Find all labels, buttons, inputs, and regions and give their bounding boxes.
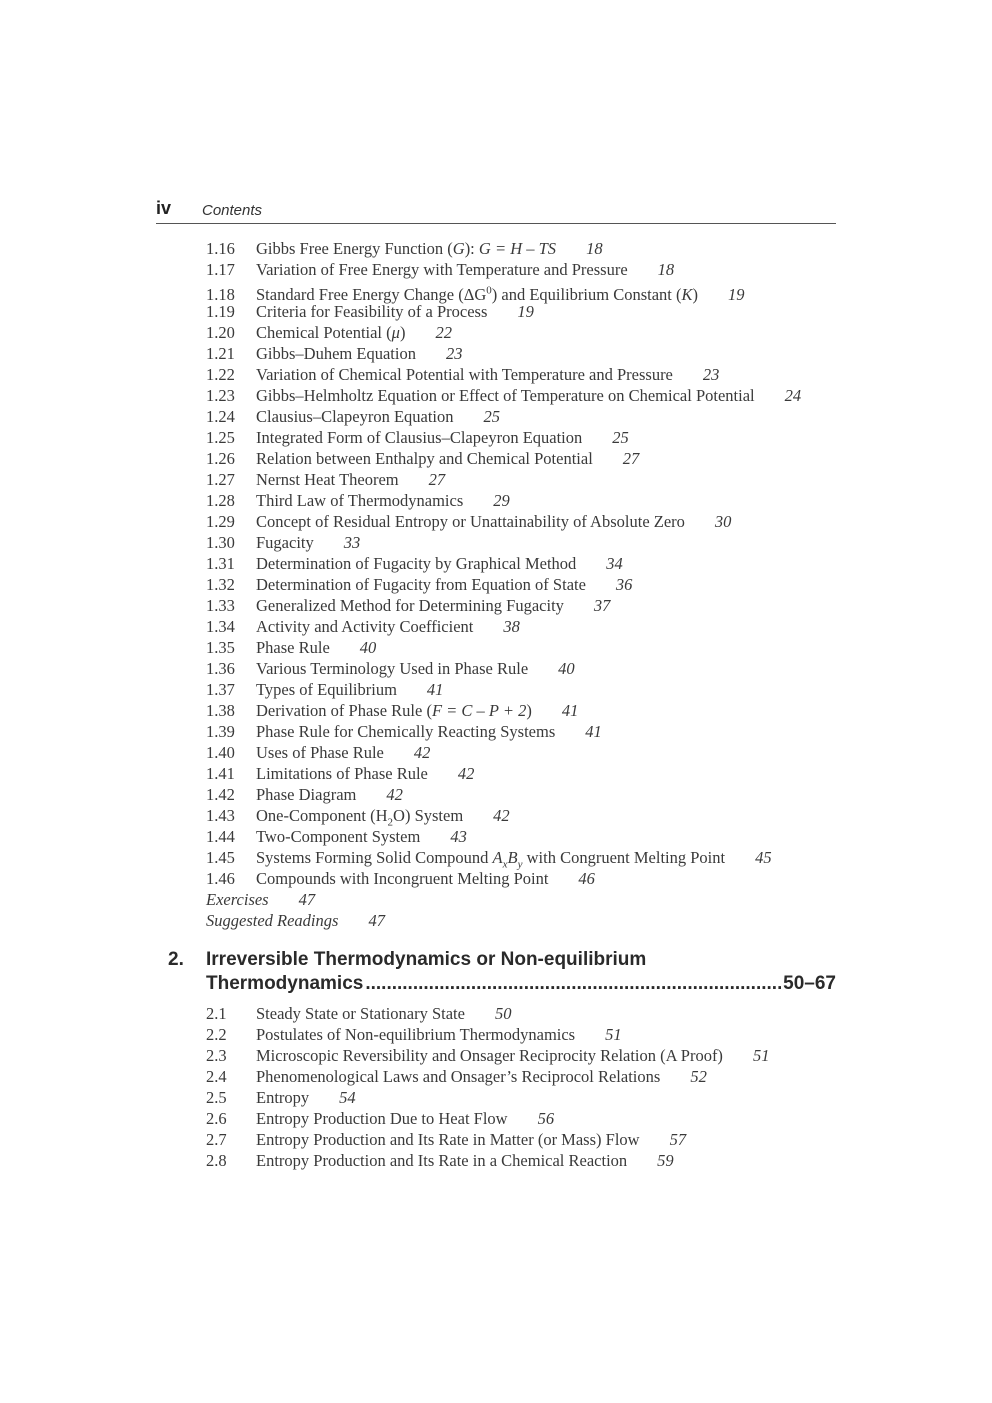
entry-page: 50 [494,1004,512,1023]
toc-entry-1-19[interactable] [206,301,801,322]
entry-title: Two-Component System [256,827,421,846]
entry-title: Generalized Method for Determining Fugacity [256,596,564,615]
chapter-number: 2. [168,949,184,970]
entry-title: Postulates of Non-equilibrium Thermodynamics [256,1025,576,1044]
toc-entry-1-42[interactable] [206,784,801,805]
entry-page: 27 [622,449,640,468]
toc-entry-1-25[interactable] [206,427,801,448]
entry-number: 1.42 [206,785,235,804]
running-head: Contents [202,202,263,219]
toc-entry-1-36[interactable] [206,658,801,679]
entry-page: 51 [605,1025,622,1044]
entry-title: Gibbs–Helmholtz Equation or Effect of Temperature on Chemical Potential [256,386,755,405]
entry-number: 1.43 [206,806,235,825]
entry-page: 23 [702,365,720,384]
page-number: iv [156,198,172,218]
entry-title: Relation between Enthalpy and Chemical Potential [256,449,593,468]
entry-title: One-Component $(H_2O)$ System [256,806,464,829]
section2-toc-list [206,1003,769,1171]
entry-title: Limitations of Phase Rule [256,764,428,783]
entry-title: Phase Rule for Chemically Reacting Systems [256,722,556,741]
toc-entry-2-8[interactable] [206,1150,769,1171]
toc-entry-1-29[interactable] [206,511,801,532]
entry-number: 1.41 [206,764,235,783]
entry-number: 2.2 [206,1025,227,1044]
entry-number: 1.34 [206,617,235,636]
entry-page: 24 [784,386,802,405]
entry-title: Standard Free Energy Change $(\Delta G^0)$ and Equilibrium Constant (K) [256,284,698,304]
entry-page: 18 [586,239,603,258]
entry-title: Compounds with Incongruent Melting Point [256,869,549,888]
toc-entry-1-32[interactable] [206,574,801,595]
entry-number: 1.29 [206,512,235,531]
toc-entry-1-31[interactable] [206,553,801,574]
entry-title: Uses of Phase Rule [256,743,384,762]
toc-entry-1-20[interactable] [206,322,801,343]
entry-title: Entropy Production and Its Rate in Matter (or Mass) Flow [256,1130,640,1149]
entry-page: 30 [714,512,732,531]
entry-page: 41 [426,680,444,699]
entry-number: 1.44 [206,827,235,846]
entry-page: 59 [657,1151,674,1170]
toc-entry-1-22[interactable] [206,364,801,385]
toc-entry-1-34[interactable] [206,616,801,637]
entry-number: 1.23 [206,386,235,405]
toc-entry-1-38[interactable] [206,700,801,721]
entry-page: 40 [359,638,377,657]
entry-page: 19 [517,302,534,321]
toc-entry-2-5[interactable] [206,1087,769,1108]
entry-title: Fugacity [256,533,314,552]
chapter-page-range: 50–67 [783,973,836,994]
toc-entry-1-16[interactable] [206,238,801,259]
entry-title: Suggested Readings [206,911,339,930]
entry-page: 57 [669,1130,687,1149]
entry-page: 25 [483,407,501,426]
chapter-title-line2-row [206,973,836,995]
entry-page: 54 [339,1088,356,1107]
entry-number: 1.16 [206,239,235,258]
entry-number: 1.21 [206,344,235,363]
entry-number: 1.36 [206,659,235,678]
entry-number: 1.46 [206,869,235,888]
entry-title: Phase Diagram [256,785,357,804]
entry-number: 1.24 [206,407,235,426]
entry-page: 41 [561,701,579,720]
entry-page: 56 [537,1109,555,1128]
toc-entry-1-17[interactable] [206,259,801,280]
entry-page: 43 [450,827,467,846]
entry-number: 1.26 [206,449,235,468]
entry-page: 51 [752,1046,770,1065]
entry-number: 1.28 [206,491,235,510]
entry-number: 2.4 [206,1067,227,1086]
entry-title: Entropy [256,1088,310,1107]
toc-entry-1-41[interactable] [206,763,801,784]
entry-page: 52 [690,1067,707,1086]
entry-number: 1.35 [206,638,235,657]
entry-page: 27 [428,470,446,489]
entry-page: 18 [657,260,675,279]
entry-number: 1.32 [206,575,235,594]
entry-page: 42 [457,764,475,783]
entry-title: Variation of Chemical Potential with Temperature and Pressure [256,365,673,384]
entry-title: Third Law of Thermodynamics [256,491,464,510]
entry-page: 41 [585,722,602,741]
entry-number: 2.3 [206,1046,227,1065]
entry-title: Entropy Production and Its Rate in a Chemical Reaction [256,1151,628,1170]
entry-page: 38 [503,617,520,636]
toc-entry-1-26[interactable] [206,448,801,469]
entry-title: Various Terminology Used in Phase Rule [256,659,529,678]
entry-title: Concept of Residual Entropy or Unattainability of Absolute Zero [256,512,685,531]
entry-title: Microscopic Reversibility and Onsager Reciprocity Relation (A Proof) [256,1046,723,1065]
entry-title: Gibbs–Duhem Equation [256,344,416,363]
toc-entry-2-4[interactable] [206,1066,769,1087]
entry-title: Integrated Form of Clausius–Clapeyron Equation [256,428,583,447]
entry-number: 2.1 [206,1004,227,1023]
entry-number: 1.27 [206,470,235,489]
back-matter-list [206,889,385,931]
entry-number: 2.8 [206,1151,227,1170]
entry-page: 45 [755,848,772,867]
toc-entry-2-1[interactable] [206,1003,769,1024]
entry-title: Systems Forming Solid Compound $A_xB_y$ with Congruent Melting Point [256,848,726,871]
entry-title: Phenomenological Laws and Onsager’s Reciprocol Relations [256,1067,661,1086]
entry-title: Exercises [206,890,269,909]
entry-title: Gibbs Free Energy Function (G): G = H – TS [256,239,557,258]
entry-page: 40 [558,659,575,678]
entry-number: 1.31 [206,554,235,573]
entry-page: 42 [413,743,431,762]
entry-number: 1.39 [206,722,235,741]
entry-page: 42 [493,806,510,825]
entry-title: Types of Equilibrium [256,680,397,699]
entry-number: 1.40 [206,743,235,762]
entry-number: 1.17 [206,260,235,279]
entry-title: Nernst Heat Theorem [256,470,399,489]
entry-number: 1.45 [206,848,235,867]
entry-title: Clausius–Clapeyron Equation [256,407,454,426]
toc-entry-1-39[interactable] [206,721,801,742]
entry-page: 47 [368,911,385,930]
entry-page: 29 [493,491,510,510]
entry-number: 1.19 [206,302,235,321]
section1-toc-list [206,238,801,889]
entry-number: 1.37 [206,680,235,699]
toc-entry-1-21[interactable] [206,343,801,364]
toc-entry-1-43[interactable] [206,805,801,829]
toc-entry-1-40[interactable] [206,742,801,763]
entry-number: 2.6 [206,1109,227,1128]
toc-entry-1-45[interactable] [206,847,801,871]
toc-entry-1-37[interactable] [206,679,801,700]
toc-entry-suggested-readings[interactable] [206,910,385,931]
entry-title: Determination of Fugacity by Graphical Method [256,554,577,573]
toc-entry-2-3[interactable] [206,1045,769,1066]
toc-entry-2-7[interactable] [206,1129,769,1150]
entry-number: 1.38 [206,701,235,720]
entry-number: 1.30 [206,533,235,552]
entry-title: Phase Rule [256,638,330,657]
entry-number: 1.25 [206,428,235,447]
entry-title: Activity and Activity Coefficient [256,617,474,636]
toc-entry-1-28[interactable] [206,490,801,511]
toc-entry-exercises[interactable] [206,889,385,910]
entry-page: 36 [615,575,633,594]
leader-dots [365,973,781,995]
entry-page: 46 [578,869,595,888]
entry-number: 1.18 [206,284,235,304]
page-header [156,198,836,224]
toc-entry-1-30[interactable] [206,532,801,553]
entry-page: 19 [728,284,745,304]
entry-title: Steady State or Stationary State [256,1004,465,1023]
entry-number: 1.22 [206,365,235,384]
toc-entry-1-27[interactable] [206,469,801,490]
toc-entry-2-2[interactable] [206,1024,769,1045]
entry-page: 42 [386,785,403,804]
entry-page: 33 [343,533,361,552]
entry-title: Derivation of Phase Rule (F = C – P + 2) [256,701,532,720]
chapter-title-line1: Irreversible Thermodynamics or Non-equilibrium [206,949,647,970]
entry-page: 47 [298,890,316,909]
toc-entry-1-23[interactable] [206,385,801,406]
entry-title: Variation of Free Energy with Temperature and Pressure [256,260,628,279]
entry-page: 34 [606,554,623,573]
entry-page: 25 [612,428,629,447]
entry-title: Chemical Potential (μ) [256,323,406,342]
chapter-title-line2: Thermodynamics [206,973,364,994]
entry-number: 1.20 [206,323,235,342]
toc-entry-2-6[interactable] [206,1108,769,1129]
entry-number: 2.7 [206,1130,227,1149]
entry-page: 22 [435,323,452,342]
toc-entry-1-18[interactable] [206,280,801,304]
entry-title: Entropy Production Due to Heat Flow [256,1109,508,1128]
toc-entry-1-46[interactable] [206,868,801,889]
toc-entry-1-24[interactable] [206,406,801,427]
entry-title: Criteria for Feasibility of a Process [256,302,488,321]
toc-entry-1-44[interactable] [206,826,801,847]
toc-entry-1-35[interactable] [206,637,801,658]
entry-page: 37 [593,596,611,615]
entry-title: Determination of Fugacity from Equation of State [256,575,586,594]
entry-page: 23 [445,344,463,363]
toc-entry-1-33[interactable] [206,595,801,616]
entry-number: 2.5 [206,1088,227,1107]
entry-number: 1.33 [206,596,235,615]
